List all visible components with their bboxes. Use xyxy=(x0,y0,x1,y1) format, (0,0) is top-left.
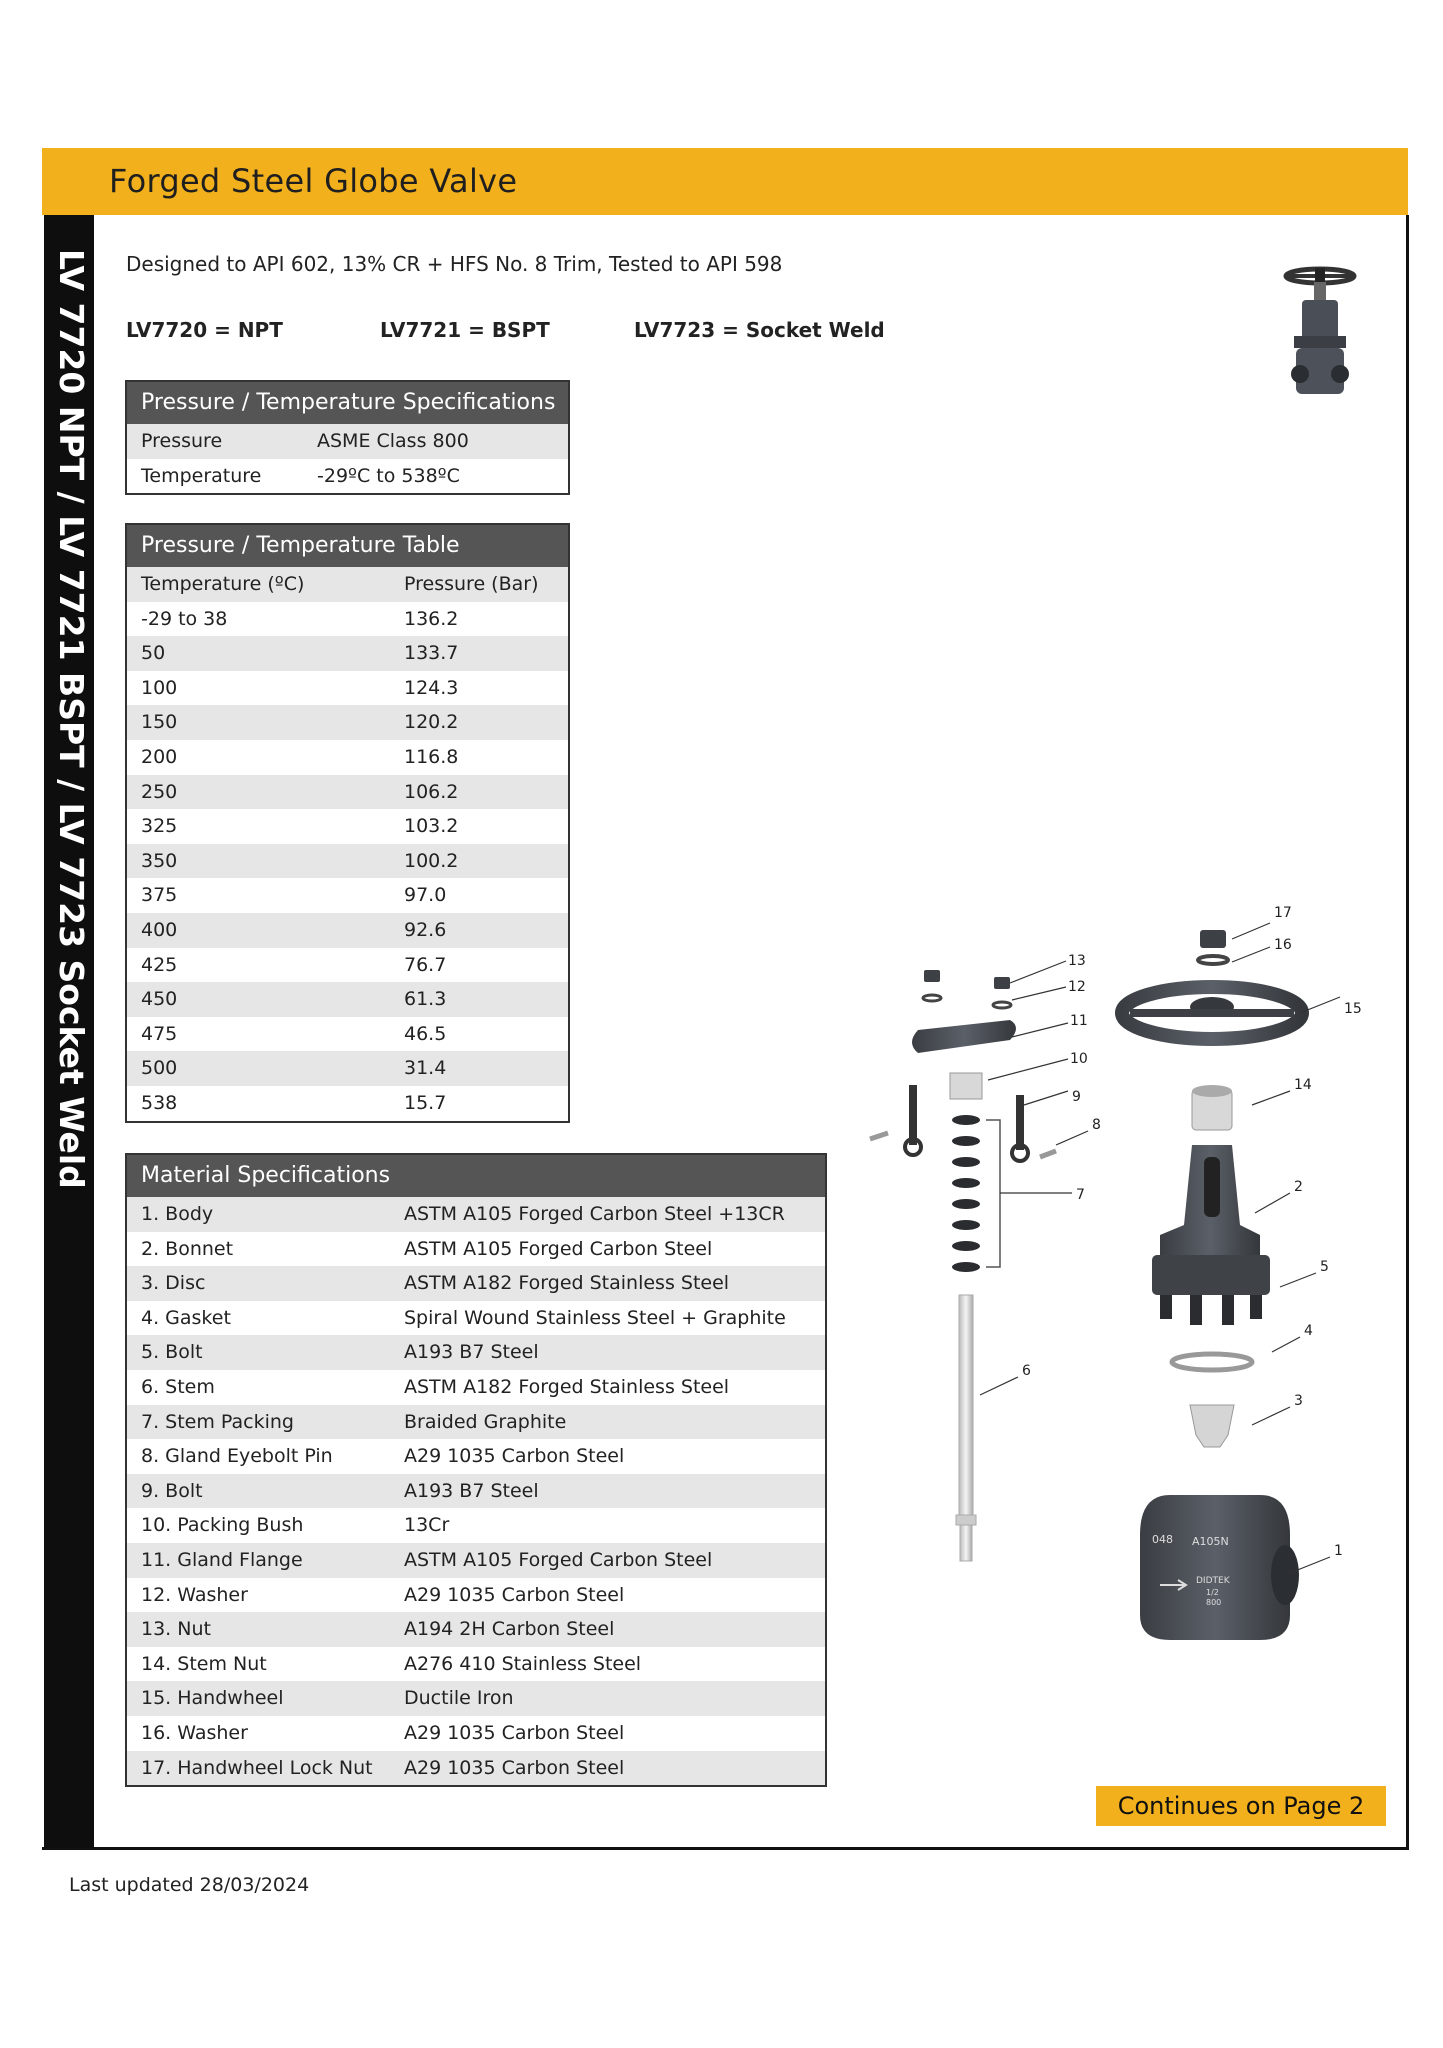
part-cell: 6. Stem xyxy=(141,1375,215,1398)
pressure-cell: 124.3 xyxy=(404,676,459,699)
spec-table-title: Pressure / Temperature Specifications xyxy=(127,382,568,424)
material-table-body xyxy=(127,1197,825,1785)
callout-12: 12 xyxy=(1068,979,1086,995)
table-row xyxy=(127,740,568,775)
spec-table-body xyxy=(127,424,568,493)
table-row xyxy=(127,1405,825,1440)
table-row xyxy=(127,636,568,671)
material-cell: Braided Graphite xyxy=(404,1410,567,1433)
stem-nut-part xyxy=(1192,1085,1232,1130)
table-row xyxy=(127,1716,825,1751)
gland-flange-part xyxy=(912,1020,1016,1053)
temperature-cell: 350 xyxy=(141,849,178,872)
spec-value: -29ºC to 538ºC xyxy=(317,464,460,487)
part-cell: 1. Body xyxy=(141,1203,214,1225)
part-cell: 8. Gland Eyebolt Pin xyxy=(141,1445,333,1468)
pressure-temperature-specifications xyxy=(125,380,570,495)
material-table-title: Material Specifications xyxy=(127,1155,825,1197)
pressure-cell: 61.3 xyxy=(404,988,447,1011)
temperature-cell: 475 xyxy=(141,1022,178,1045)
table-row xyxy=(127,1335,825,1370)
table-row xyxy=(127,671,568,706)
pressure-cell: 46.5 xyxy=(404,1022,447,1045)
material-cell: ASTM A105 Forged Carbon Steel +13CR xyxy=(404,1203,785,1225)
gasket-part xyxy=(1172,1354,1252,1370)
material-cell: A194 2H Carbon Steel xyxy=(404,1618,615,1641)
table-row xyxy=(127,1301,825,1336)
table-row xyxy=(127,1439,825,1474)
spec-label: Pressure xyxy=(141,430,223,452)
body-part xyxy=(1140,1495,1299,1640)
material-cell: A29 1035 Carbon Steel xyxy=(404,1583,625,1606)
callout-8: 8 xyxy=(1092,1117,1101,1133)
part-cell: 2. Bonnet xyxy=(141,1237,234,1260)
material-specifications xyxy=(125,1153,827,1787)
table-row xyxy=(127,913,568,948)
material-cell: ASTM A182 Forged Stainless Steel xyxy=(404,1272,730,1295)
pressure-cell: 92.6 xyxy=(404,918,447,941)
material-cell: Ductile Iron xyxy=(404,1687,514,1710)
body-marking-a105n: A105N xyxy=(1192,1535,1229,1548)
stem-packing-part xyxy=(952,1115,1000,1272)
temperature-cell: 400 xyxy=(141,918,178,941)
material-cell: ASTM A105 Forged Carbon Steel xyxy=(404,1237,713,1260)
table-row xyxy=(127,424,568,459)
temperature-cell: 450 xyxy=(141,988,178,1011)
temperature-cell: -29 to 38 xyxy=(141,607,228,630)
callout-9: 9 xyxy=(1072,1089,1081,1105)
callout-17: 17 xyxy=(1274,905,1292,921)
pressure-cell: 136.2 xyxy=(404,607,459,630)
table-row xyxy=(127,1543,825,1578)
temperature-cell: 538 xyxy=(141,1091,178,1114)
pressure-cell: 133.7 xyxy=(404,642,459,665)
table-row xyxy=(127,809,568,844)
pressure-temperature-table xyxy=(125,523,570,1123)
last-updated: Last updated 28/03/2024 xyxy=(69,1874,310,1896)
part-cell: 4. Gasket xyxy=(141,1306,231,1329)
spec-value: ASME Class 800 xyxy=(317,430,469,452)
pressure-cell: 116.8 xyxy=(404,745,459,768)
callout-6: 6 xyxy=(1022,1363,1031,1379)
part-cell: 13. Nut xyxy=(141,1618,211,1641)
disc-part xyxy=(1190,1405,1234,1447)
temperature-cell: 250 xyxy=(141,780,178,803)
material-cell: Spiral Wound Stainless Steel + Graphite xyxy=(404,1306,786,1329)
callout-11: 11 xyxy=(1070,1013,1088,1029)
pressure-cell: 103.2 xyxy=(404,815,459,838)
part-cell: 17. Handwheel Lock Nut xyxy=(141,1756,373,1779)
part-cell: 5. Bolt xyxy=(141,1341,203,1364)
part-cell: 12. Washer xyxy=(141,1583,248,1606)
temperature-cell: 50 xyxy=(141,642,166,665)
table-row xyxy=(127,1197,825,1232)
temperature-cell: 375 xyxy=(141,884,178,907)
column-header-temperature: Temperature (ºC) xyxy=(141,573,305,595)
material-cell: A29 1035 Carbon Steel xyxy=(404,1445,625,1468)
model-bspt: LV7721 = BSPT xyxy=(380,318,550,342)
model-socket-weld: LV7723 = Socket Weld xyxy=(634,318,885,342)
handwheel-part xyxy=(1122,987,1302,1039)
body-marking-size: 1/2 xyxy=(1206,1588,1219,1597)
stem-part xyxy=(956,1295,976,1561)
column-header-pressure: Pressure (Bar) xyxy=(404,573,539,595)
table-row xyxy=(127,1751,825,1786)
pressure-cell: 15.7 xyxy=(404,1091,447,1114)
table-header-row xyxy=(127,567,568,602)
callout-16: 16 xyxy=(1274,937,1292,953)
table-row xyxy=(127,602,568,637)
temperature-cell: 150 xyxy=(141,711,178,734)
table-row xyxy=(127,1508,825,1543)
page-header xyxy=(42,148,1408,215)
continues-on-page-2-banner: Continues on Page 2 xyxy=(1096,1786,1386,1826)
part-cell: 9. Bolt xyxy=(141,1479,203,1502)
table-row xyxy=(127,844,568,879)
model-npt: LV7720 = NPT xyxy=(126,318,283,342)
material-cell: ASTM A182 Forged Stainless Steel xyxy=(404,1375,730,1398)
pressure-cell: 120.2 xyxy=(404,711,459,734)
table-row xyxy=(127,1370,825,1405)
part-cell: 7. Stem Packing xyxy=(141,1410,294,1433)
part-cell: 3. Disc xyxy=(141,1272,206,1295)
table-row xyxy=(127,1232,825,1267)
part-cell: 16. Washer xyxy=(141,1721,248,1744)
material-cell: A29 1035 Carbon Steel xyxy=(404,1721,625,1744)
callout-2: 2 xyxy=(1294,1179,1303,1195)
exploded-valve-diagram xyxy=(860,895,1380,1675)
body-marking-brand: DIDTEK xyxy=(1196,1576,1230,1586)
pt-table-body xyxy=(127,567,568,1121)
design-standards: Designed to API 602, 13% CR + HFS No. 8 Trim, Tested to API 598 xyxy=(126,252,783,276)
page-title: Forged Steel Globe Valve xyxy=(109,162,518,200)
callout-13: 13 xyxy=(1068,953,1086,969)
material-cell: A29 1035 Carbon Steel xyxy=(404,1756,625,1779)
table-row xyxy=(127,1017,568,1052)
sidebar-model-codes: LV 7720 NPT / LV 7721 BSPT / LV 7723 Socket Weld xyxy=(52,249,91,1189)
callout-5: 5 xyxy=(1320,1259,1329,1275)
body-marking-048: 048 xyxy=(1152,1533,1173,1546)
callout-7: 7 xyxy=(1076,1187,1085,1203)
table-row xyxy=(127,1474,825,1509)
part-cell: 10. Packing Bush xyxy=(141,1514,304,1537)
temperature-cell: 100 xyxy=(141,676,178,699)
pressure-cell: 106.2 xyxy=(404,780,459,803)
material-cell: A276 410 Stainless Steel xyxy=(404,1652,642,1675)
part-cell: 14. Stem Nut xyxy=(141,1652,267,1675)
table-row xyxy=(127,1612,825,1647)
part-cell: 15. Handwheel xyxy=(141,1687,284,1710)
table-row xyxy=(127,1578,825,1613)
temperature-cell: 200 xyxy=(141,745,178,768)
pressure-cell: 97.0 xyxy=(404,884,447,907)
table-row xyxy=(127,775,568,810)
table-row xyxy=(127,878,568,913)
callout-4: 4 xyxy=(1304,1323,1313,1339)
table-row xyxy=(127,1051,568,1086)
callout-3: 3 xyxy=(1294,1393,1303,1409)
valve-thumbnail-image xyxy=(1280,262,1360,412)
callout-14: 14 xyxy=(1294,1077,1312,1093)
temperature-cell: 425 xyxy=(141,953,178,976)
pressure-cell: 31.4 xyxy=(404,1057,447,1080)
material-cell: A193 B7 Steel xyxy=(404,1479,539,1502)
bonnet-part xyxy=(1152,1145,1270,1325)
table-row xyxy=(127,705,568,740)
table-row xyxy=(127,1086,568,1121)
callout-1: 1 xyxy=(1334,1543,1343,1559)
material-cell: ASTM A105 Forged Carbon Steel xyxy=(404,1548,713,1571)
pressure-cell: 76.7 xyxy=(404,953,447,976)
spec-label: Temperature xyxy=(141,464,262,487)
gland-nuts-part xyxy=(923,970,1011,1008)
callout-15: 15 xyxy=(1344,1001,1362,1017)
table-row xyxy=(127,948,568,983)
table-row xyxy=(127,1681,825,1716)
pt-table-title: Pressure / Temperature Table xyxy=(127,525,568,567)
lock-nut-part xyxy=(1198,930,1228,964)
packing-bush-part xyxy=(950,1073,982,1099)
table-row xyxy=(127,982,568,1017)
table-row xyxy=(127,1266,825,1301)
material-cell: 13Cr xyxy=(404,1514,450,1537)
material-cell: A193 B7 Steel xyxy=(404,1341,539,1364)
callout-10: 10 xyxy=(1070,1051,1088,1067)
pressure-cell: 100.2 xyxy=(404,849,459,872)
table-row xyxy=(127,1647,825,1682)
temperature-cell: 325 xyxy=(141,815,178,838)
body-marking-class: 800 xyxy=(1206,1598,1222,1607)
sidebar-band xyxy=(44,215,94,1848)
table-row xyxy=(127,459,568,494)
part-cell: 11. Gland Flange xyxy=(141,1548,303,1571)
temperature-cell: 500 xyxy=(141,1057,178,1080)
